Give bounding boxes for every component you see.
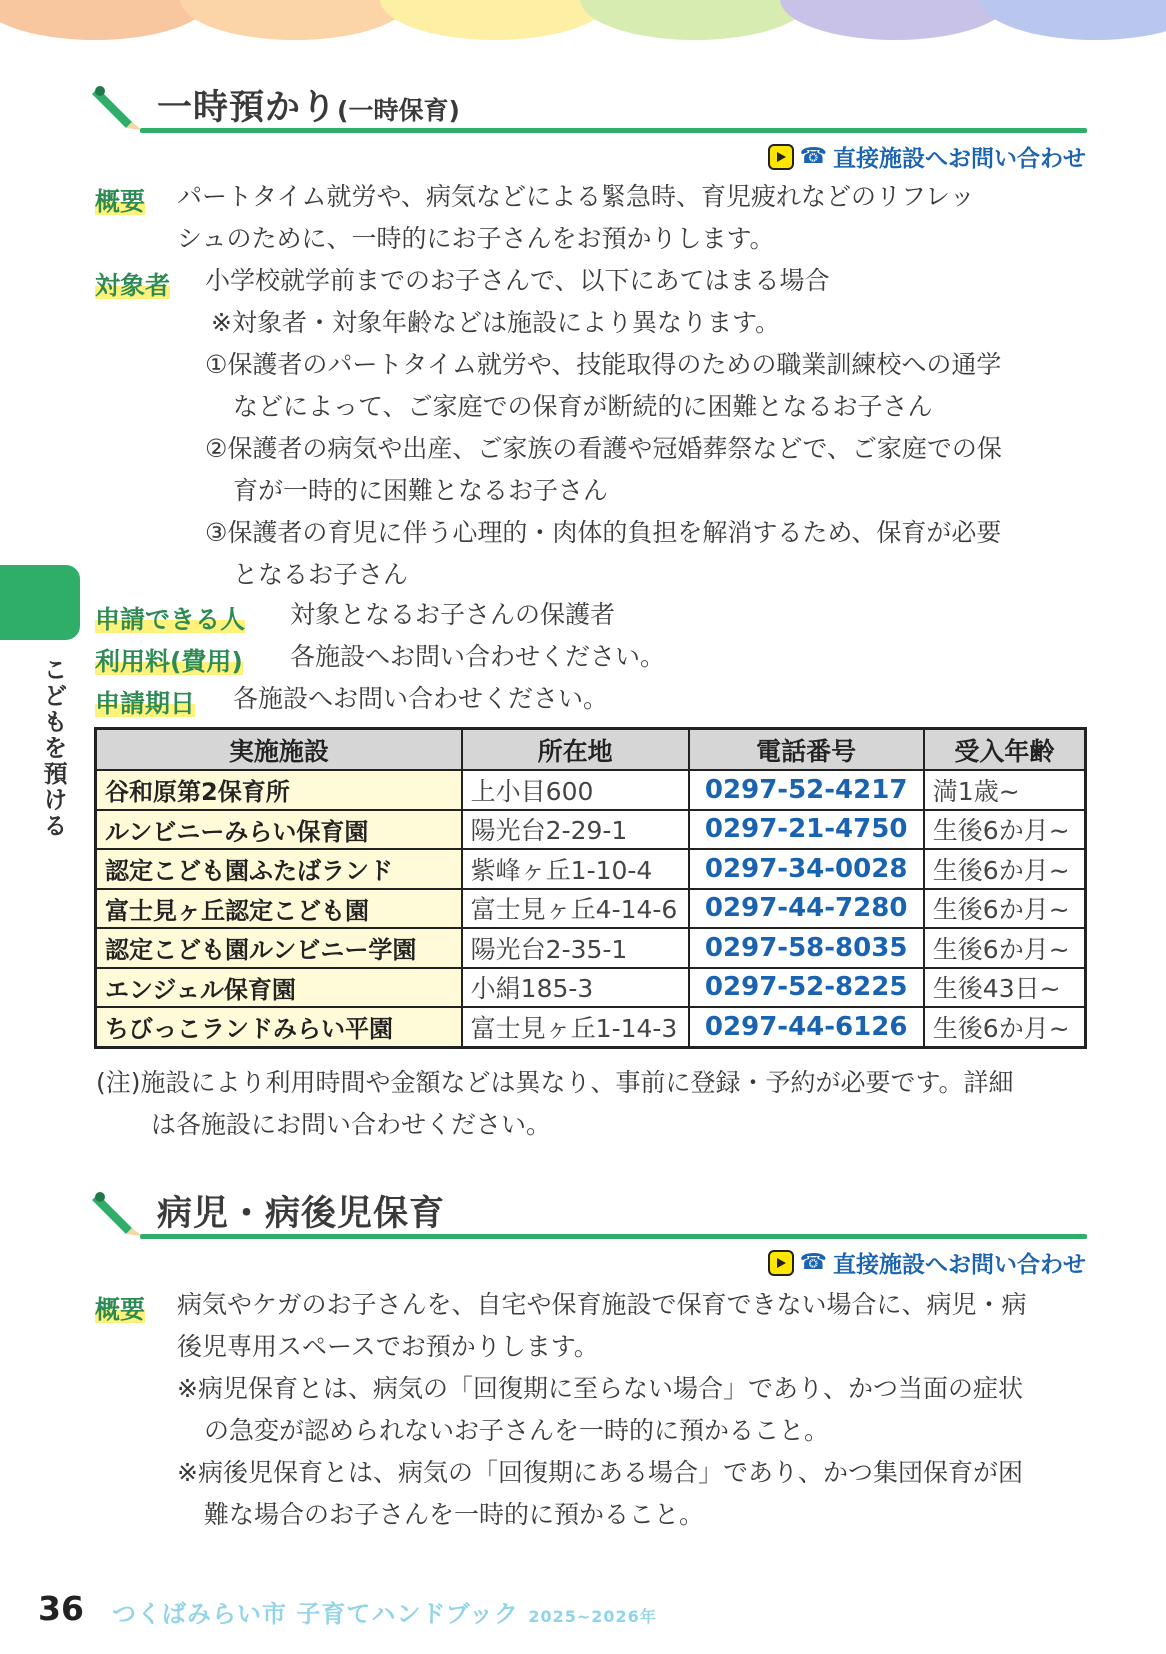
overview-line: パートタイム就労や、病気などによる緊急時、育児疲れなどのリフレッ xyxy=(177,182,975,211)
decor-blob xyxy=(380,0,610,40)
table-note xyxy=(96,1062,1014,1146)
decor-blob xyxy=(180,0,410,40)
contact-text: 直接施設へお問い合わせ xyxy=(833,1252,1086,1278)
table-row xyxy=(96,770,1086,810)
th-age: 受入年齢 xyxy=(924,729,1086,771)
page-number: 36 xyxy=(38,1589,84,1628)
title-main: 一時預かり xyxy=(157,88,338,128)
decor-blob xyxy=(0,0,210,40)
overview-label: 概要 xyxy=(95,182,145,218)
th-phone: 電話番号 xyxy=(689,729,924,771)
cell-facility: 谷和原第2保育所 xyxy=(96,770,462,810)
target-item-2: ②保護者の病気や出産、ご家族の看護や冠婚葬祭などで、ご家庭での保 xyxy=(205,434,1002,463)
overview-note: ※病児保育とは、病気の「回復期に至らない場合」であり、かつ当面の症状 xyxy=(177,1374,1023,1403)
overview-label: 概要 xyxy=(95,1290,145,1326)
cell-facility: ルンビニーみらい保育園 xyxy=(96,810,462,850)
top-decoration-band xyxy=(0,0,1166,48)
contact-note xyxy=(768,1246,1086,1279)
applicant-text: 対象となるお子さんの保護者 xyxy=(290,600,616,629)
overview-line: シュのために、一時的にお子さんをお預かりします。 xyxy=(177,224,775,253)
overview-line: 病気やケガのお子さんを、自宅や保育施設で保育できない場合に、病児・病 xyxy=(177,1290,1027,1319)
section-title-temporary-care xyxy=(157,80,460,130)
cell-age: 生後43日~ xyxy=(924,968,1086,1008)
cell-address: 上小目600 xyxy=(462,770,689,810)
target-item-2-cont: 育が一時的に困難となるお子さん xyxy=(233,476,609,505)
cell-age: 生後6か月~ xyxy=(924,889,1086,929)
cell-phone[interactable]: 0297-52-8225 xyxy=(689,968,924,1008)
th-facility: 実施施設 xyxy=(96,729,462,771)
chapter-tab-label: こどもを預ける xyxy=(39,657,67,839)
decor-blob xyxy=(780,0,1010,40)
table-header-row xyxy=(96,729,1086,771)
decor-blob xyxy=(980,0,1166,40)
table-row xyxy=(96,968,1086,1008)
footer-year: 2025~2026年 xyxy=(528,1607,657,1626)
pencil-icon xyxy=(92,80,144,132)
overview-text xyxy=(177,176,975,260)
cell-address: 紫峰ヶ丘1-10-4 xyxy=(462,849,689,889)
cell-age: 生後6か月~ xyxy=(924,810,1086,850)
overview-line: 後児専用スペースでお預かりします。 xyxy=(177,1332,599,1361)
overview-note-cont: 難な場合のお子さんを一時的に預かること。 xyxy=(204,1500,705,1529)
cell-address: 小絹185-3 xyxy=(462,968,689,1008)
th-address: 所在地 xyxy=(462,729,689,771)
cell-phone[interactable]: 0297-52-4217 xyxy=(689,770,924,810)
cell-phone[interactable]: 0297-21-4750 xyxy=(689,810,924,850)
fee-label: 利用料(費用) xyxy=(95,642,243,678)
target-item-1-cont: などによって、ご家庭での保育が断続的に困難となるお子さん xyxy=(233,392,933,421)
footer-title xyxy=(112,1594,657,1629)
cell-age: 生後6か月~ xyxy=(924,849,1086,889)
overview-note-cont: の急変が認められないお子さんを一時的に預かること。 xyxy=(204,1416,830,1445)
date-text: 各施設へお問い合わせください。 xyxy=(233,684,609,713)
cell-address: 富士見ヶ丘1-14-3 xyxy=(462,1007,689,1047)
note-line: は各施設にお問い合わせください。 xyxy=(151,1110,552,1139)
title-main: 病児・病後児保育 xyxy=(157,1194,446,1234)
cell-phone[interactable]: 0297-44-7280 xyxy=(689,889,924,929)
cell-address: 富士見ヶ丘4-14-6 xyxy=(462,889,689,929)
chapter-tab xyxy=(0,565,80,640)
table-row xyxy=(96,928,1086,968)
date-label: 申請期日 xyxy=(95,684,195,720)
target-line: 小学校就学前までのお子さんで、以下にあてはまる場合 xyxy=(205,266,830,295)
overview-text xyxy=(177,1284,1027,1536)
contact-text: 直接施設へお問い合わせ xyxy=(833,146,1086,172)
cell-age: 満1歳~ xyxy=(924,770,1086,810)
footer-title-text: つくばみらい市 子育てハンドブック xyxy=(112,1600,519,1628)
cell-age: 生後6か月~ xyxy=(924,1007,1086,1047)
cell-address: 陽光台2-35-1 xyxy=(462,928,689,968)
overview-note: ※病後児保育とは、病気の「回復期にある場合」であり、かつ集団保育が困 xyxy=(177,1458,1023,1487)
cell-facility: 富士見ヶ丘認定こども園 xyxy=(96,889,462,929)
target-text xyxy=(205,260,1002,596)
contact-note xyxy=(768,140,1086,173)
target-label: 対象者 xyxy=(95,266,170,302)
decor-blob xyxy=(580,0,810,40)
target-line: ※対象者・対象年齢などは施設により異なります。 xyxy=(211,308,780,337)
title-sub: (一時保育) xyxy=(337,96,460,125)
applicant-label: 申請できる人 xyxy=(95,600,245,636)
target-item-3: ③保護者の育児に伴う心理的・肉体的負担を解消するため、保育が必要 xyxy=(205,518,1002,547)
facility-table xyxy=(94,727,1087,1049)
cell-address: 陽光台2-29-1 xyxy=(462,810,689,850)
play-icon xyxy=(768,144,794,170)
cell-phone[interactable]: 0297-44-6126 xyxy=(689,1007,924,1047)
target-item-3-cont: となるお子さん xyxy=(233,560,409,589)
pencil-icon xyxy=(92,1186,144,1238)
target-item-1: ①保護者のパートタイム就労や、技能取得のための職業訓練校への通学 xyxy=(205,350,1002,379)
cell-facility: ちびっこランドみらい平園 xyxy=(96,1007,462,1047)
cell-phone[interactable]: 0297-58-8035 xyxy=(689,928,924,968)
cell-age: 生後6か月~ xyxy=(924,928,1086,968)
table-row xyxy=(96,889,1086,929)
play-icon xyxy=(768,1250,794,1276)
note-line: (注)施設により利用時間や金額などは異なり、事前に登録・予約が必要です。詳細 xyxy=(96,1068,1014,1097)
fee-text: 各施設へお問い合わせください。 xyxy=(290,642,666,671)
cell-facility: エンジェル保育園 xyxy=(96,968,462,1008)
cell-facility: 認定こども園ふたばランド xyxy=(96,849,462,889)
section-title-sick-child-care xyxy=(157,1186,445,1236)
phone-icon: ☎ xyxy=(799,1250,827,1275)
cell-facility: 認定こども園ルンビニー学園 xyxy=(96,928,462,968)
cell-phone[interactable]: 0297-34-0028 xyxy=(689,849,924,889)
phone-icon: ☎ xyxy=(799,144,827,169)
table-row xyxy=(96,849,1086,889)
table-row xyxy=(96,810,1086,850)
table-row xyxy=(96,1007,1086,1047)
section-underline xyxy=(140,1234,1087,1239)
section-underline xyxy=(140,128,1087,133)
